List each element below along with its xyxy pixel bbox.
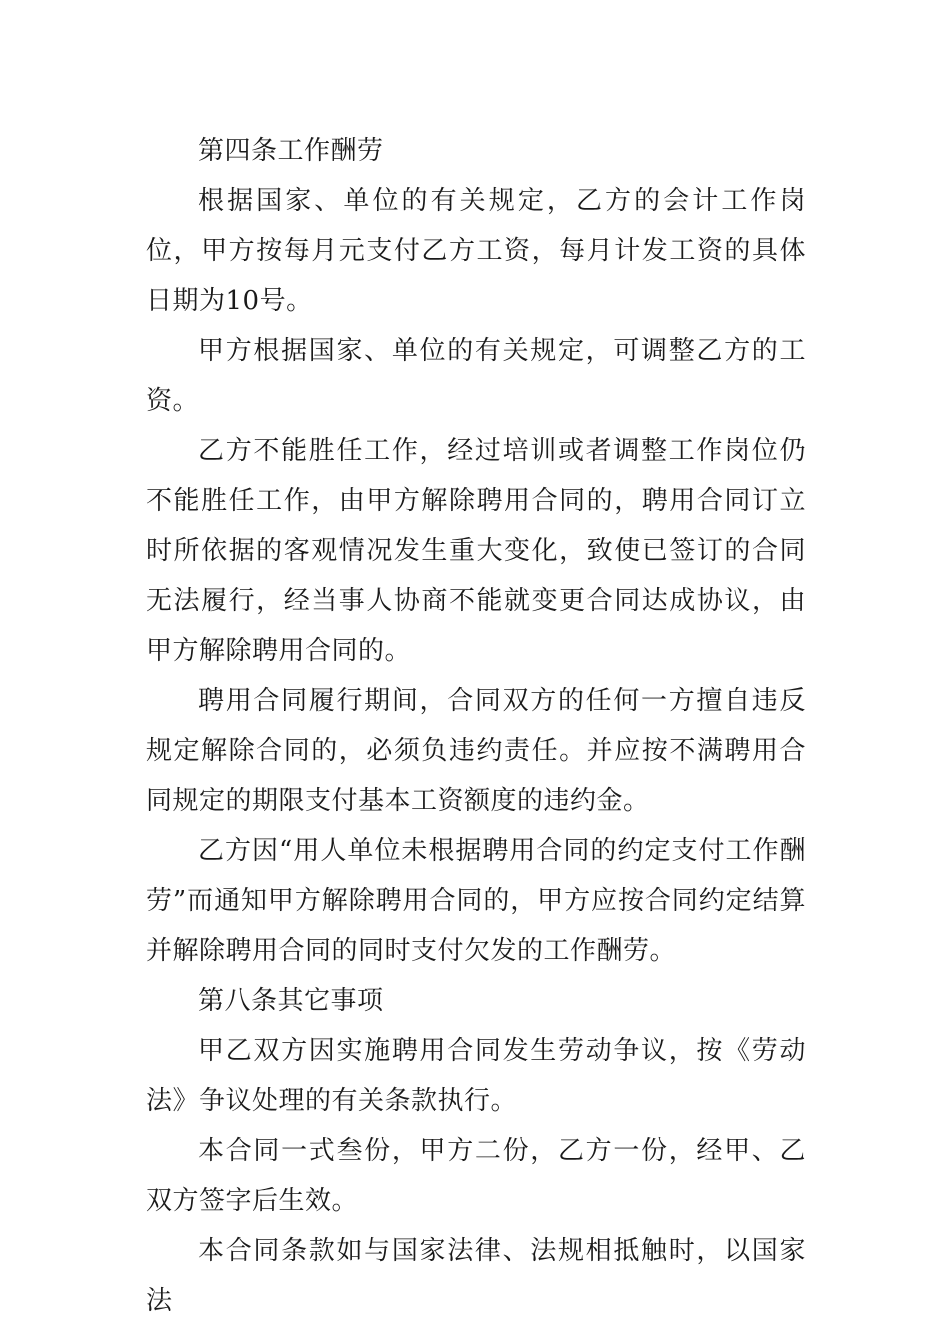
paragraph-salary-adjustment: 甲方根据国家、单位的有关规定，可调整乙方的工资。 — [146, 336, 806, 416]
paragraph-unpaid-remuneration: 乙方因“用人单位未根据聘用合同的约定支付工作酬劳”而通知甲方解除聘用合同的，甲方应按合同约定结算并解除聘用合同的同时支付欠发的工作酬劳。 — [146, 836, 806, 966]
paragraph-termination-conditions: 乙方不能胜任工作，经过培训或者调整工作岗位仍不能胜任工作，由甲方解除聘用合同的，聘用合同订立时所依据的客观情况发生重大变化，致使已签订的合同无法履行，经当事人协商不能就变更合同达成协议，由甲方解除聘用合同的。 — [146, 436, 806, 666]
paragraph-labor-disputes: 甲乙双方因实施聘用合同发生劳动争议，按《劳动法》争议处理的有关条款执行。 — [146, 1036, 806, 1116]
document-body — [146, 126, 806, 1326]
section-heading-article-8: 第八条其它事项 — [198, 986, 384, 1016]
paragraph-legal-conflict: 本合同条款如与国家法律、法规相抵触时，以国家法 — [146, 1236, 806, 1316]
section-heading-article-4: 第四条工作酬劳 — [198, 136, 384, 166]
paragraph-breach-liability: 聘用合同履行期间，合同双方的任何一方擅自违反规定解除合同的，必须负违约责任。并应按不满聘用合同规定的期限支付基本工资额度的违约金。 — [146, 686, 806, 816]
paragraph-copies: 本合同一式叁份，甲方二份，乙方一份，经甲、乙双方签字后生效。 — [146, 1136, 806, 1216]
paragraph-salary-terms: 根据国家、单位的有关规定，乙方的会计工作岗位，甲方按每月元支付乙方工资，每月计发工资的具体日期为10号。 — [146, 186, 806, 316]
